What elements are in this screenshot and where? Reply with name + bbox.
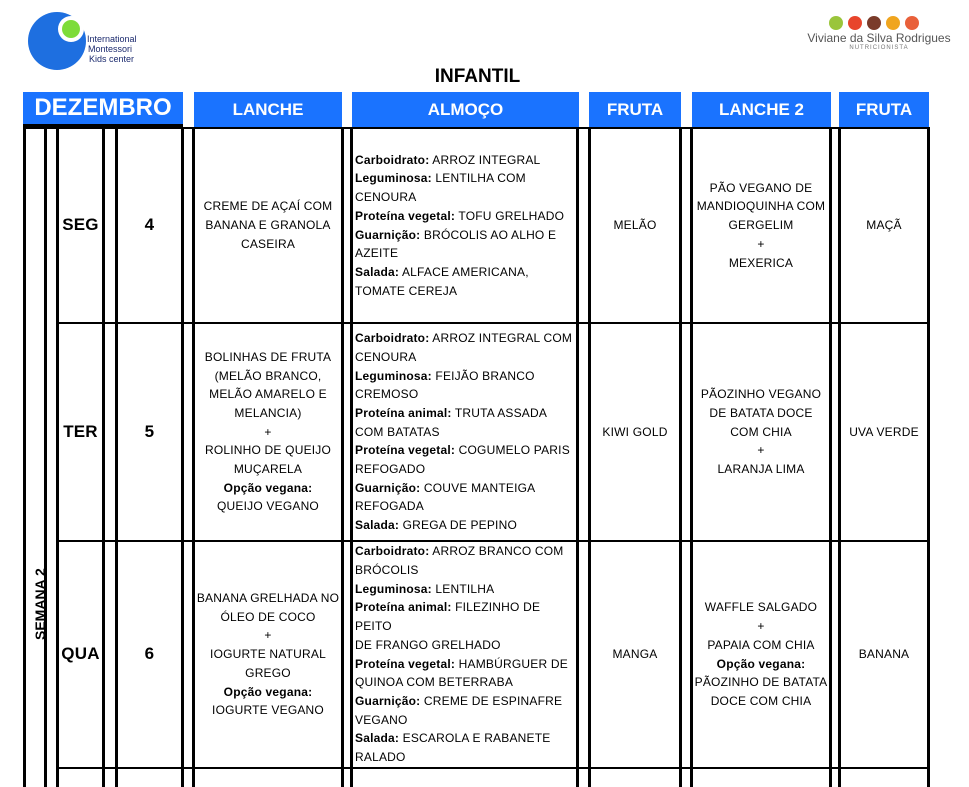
cell-line: MANDIOQUINHA COM bbox=[696, 199, 826, 214]
cell-line: MEXERICA bbox=[728, 255, 794, 270]
lanche-cell bbox=[195, 129, 341, 322]
almoco-line: Carboidrato: ARROZ BRANCO COM bbox=[355, 544, 564, 559]
cell-text bbox=[197, 589, 339, 720]
fruta2-cell: UVA VERDE bbox=[849, 424, 919, 439]
almoco-label: Proteína vegetal: bbox=[355, 443, 456, 458]
lanche-cell bbox=[195, 542, 341, 767]
cell-line: (MELÃO BRANCO, bbox=[214, 368, 322, 383]
cell-line: IOGURTE NATURAL bbox=[210, 647, 326, 662]
day-cell: SEG bbox=[62, 215, 99, 235]
lanche2-cell bbox=[693, 542, 829, 767]
almoco-line: Leguminosa: LENTILHA COM bbox=[355, 171, 526, 186]
cell-line: WAFFLE SALGADO bbox=[704, 600, 818, 615]
almoco-label: Guarnição: bbox=[355, 693, 421, 708]
cell-line: ROLINHO DE QUEIJO bbox=[204, 443, 332, 458]
fruta-header: FRUTA bbox=[589, 92, 681, 127]
almoco-line: BRÓCOLIS bbox=[355, 562, 419, 577]
cell-line: PAPAIA COM CHIA bbox=[707, 637, 815, 652]
almoco-line: QUINOA COM BETERRABA bbox=[355, 675, 514, 690]
almoco-line: AZEITE bbox=[355, 246, 399, 261]
almoco-line: RALADO bbox=[355, 750, 406, 765]
week-label: SEMANA 2 bbox=[32, 568, 48, 640]
cell-line: Opção vegana: bbox=[716, 656, 806, 671]
almoco-line: VEGANO bbox=[355, 712, 408, 727]
almoco-text bbox=[353, 151, 564, 301]
cell-line: COM CHIA bbox=[730, 424, 792, 439]
nutritionist-name: Viviane da Silva Rodrigues bbox=[807, 31, 951, 45]
date-cell: 4 bbox=[144, 215, 155, 235]
almoco-line: Salada: ALFACE AMERICANA, bbox=[355, 264, 529, 279]
almoco-cell bbox=[353, 324, 576, 540]
fruit-icon bbox=[905, 16, 919, 30]
cell-line: MELANCIA) bbox=[234, 405, 302, 420]
almoco-label: Salada: bbox=[355, 264, 400, 279]
almoco-line: Proteína vegetal: TOFU GRELHADO bbox=[355, 208, 565, 223]
cell-text bbox=[205, 348, 332, 516]
almoco-line: Guarnição: COUVE MANTEIGA bbox=[355, 480, 536, 495]
cell-line: DOCE COM CHIA bbox=[710, 693, 812, 708]
week-column bbox=[23, 127, 47, 787]
fruit-icon bbox=[848, 16, 862, 30]
cell-text bbox=[204, 197, 333, 253]
almoco-label: Carboidrato: bbox=[355, 331, 430, 346]
almoco-label: Proteína vegetal: bbox=[355, 656, 456, 671]
day-cell: TER bbox=[63, 421, 98, 441]
almoco-line: Salada: ESCAROLA E RABANETE bbox=[355, 731, 551, 746]
cell-line: GREGO bbox=[245, 665, 291, 680]
fruit-icon bbox=[829, 16, 843, 30]
almoco-label: Proteína animal: bbox=[355, 600, 452, 615]
almoco-line: COM BATATAS bbox=[355, 424, 440, 439]
almoco-line: Guarnição: BRÓCOLIS AO ALHO E bbox=[355, 227, 557, 242]
almoco-label: Proteína vegetal: bbox=[355, 208, 456, 223]
almoco-text bbox=[353, 329, 572, 535]
almoco-line: Leguminosa: FEIJÃO BRANCO bbox=[355, 368, 535, 383]
row-divider bbox=[56, 767, 930, 769]
cell-line: GERGELIM bbox=[728, 218, 794, 233]
fruta2-header: FRUTA bbox=[839, 92, 929, 127]
fruta2-cell: BANANA bbox=[858, 647, 910, 662]
cell-line: + bbox=[264, 628, 272, 643]
date-cell: 6 bbox=[144, 644, 155, 664]
almoco-label: Guarnição: bbox=[355, 227, 421, 242]
cell-line: ÓLEO DE COCO bbox=[220, 609, 316, 624]
almoco-label: Salada: bbox=[355, 518, 400, 533]
cell-line: PÃO VEGANO DE bbox=[709, 180, 813, 195]
school-logo-text: International Montessori Kids center bbox=[87, 34, 137, 64]
almoco-label: Proteína animal: bbox=[355, 405, 452, 420]
almoco-line: Salada: GREGA DE PEPINO bbox=[355, 518, 517, 533]
cell-text bbox=[701, 385, 821, 479]
almoco-line: Leguminosa: LENTILHA bbox=[355, 581, 495, 596]
almoco-line: CENOURA bbox=[355, 190, 417, 205]
almoco-line: REFOGADA bbox=[355, 499, 424, 514]
lanche2-cell bbox=[693, 324, 829, 540]
fruit-icon bbox=[867, 16, 881, 30]
cell-line: CASEIRA bbox=[240, 236, 296, 251]
school-logo bbox=[28, 12, 150, 68]
cell-line: + bbox=[757, 619, 765, 634]
cell-line: IOGURTE VEGANO bbox=[212, 703, 324, 718]
almoco-line: Carboidrato: ARROZ INTEGRAL COM bbox=[355, 331, 573, 346]
fruta2-cell: MAÇÃ bbox=[866, 218, 902, 233]
almoco-line: Proteína animal: FILEZINHO DE PEITO bbox=[355, 600, 541, 634]
almoco-line: TOMATE CEREJA bbox=[355, 283, 458, 298]
almoco-cell bbox=[353, 129, 576, 322]
cell-line: + bbox=[757, 443, 765, 458]
almoco-label: Carboidrato: bbox=[355, 152, 430, 167]
cell-line: MELÃO AMARELO E bbox=[209, 387, 327, 402]
lanche-header: LANCHE bbox=[194, 92, 342, 127]
almoco-line: Proteína vegetal: HAMBÚRGUER DE bbox=[355, 656, 568, 671]
cell-line: CREME DE AÇAÍ COM bbox=[203, 199, 333, 214]
cell-line: Opção vegana: bbox=[223, 480, 313, 495]
month-header: DEZEMBRO bbox=[23, 92, 183, 127]
almoco-text bbox=[353, 542, 576, 766]
almoco-label: Leguminosa: bbox=[355, 368, 432, 383]
lanche2-cell bbox=[693, 129, 829, 322]
almoco-cell bbox=[353, 542, 576, 767]
date-cell: 5 bbox=[144, 421, 155, 441]
fruta-cell: MELÃO bbox=[613, 218, 657, 233]
cell-line: QUEIJO VEGANO bbox=[217, 499, 319, 514]
fruit-icons bbox=[829, 16, 929, 32]
fruit-icon bbox=[886, 16, 900, 30]
cell-line: BANANA E GRANOLA bbox=[205, 218, 331, 233]
almoco-header: ALMOÇO bbox=[352, 92, 579, 127]
cell-line: PÃOZINHO VEGANO bbox=[700, 387, 822, 402]
fruta-cell: MANGA bbox=[612, 647, 658, 662]
cell-line: LARANJA LIMA bbox=[717, 462, 805, 477]
nutritionist-logo bbox=[800, 16, 958, 56]
fruta-cell: KIWI GOLD bbox=[602, 424, 668, 439]
cell-line: Opção vegana: bbox=[223, 684, 313, 699]
almoco-label: Leguminosa: bbox=[355, 171, 432, 186]
cell-line: BOLINHAS DE FRUTA bbox=[204, 349, 332, 364]
almoco-label: Salada: bbox=[355, 731, 400, 746]
day-cell: QUA bbox=[61, 644, 100, 664]
almoco-line: CREMOSO bbox=[355, 387, 419, 402]
almoco-line: Proteína animal: TRUTA ASSADA bbox=[355, 405, 548, 420]
cell-line: DE BATATA DOCE bbox=[709, 405, 813, 420]
cell-line: + bbox=[264, 424, 272, 439]
almoco-line: CENOURA bbox=[355, 349, 417, 364]
almoco-line: Carboidrato: ARROZ INTEGRAL bbox=[355, 152, 541, 167]
cell-line: + bbox=[757, 236, 765, 251]
menu-title: INFANTIL bbox=[434, 66, 521, 87]
cell-line: BANANA GRELHADA NO bbox=[196, 591, 340, 606]
lanche2-header: LANCHE 2 bbox=[692, 92, 831, 127]
almoco-label: Leguminosa: bbox=[355, 581, 432, 596]
almoco-line: Proteína vegetal: COGUMELO PARIS bbox=[355, 443, 570, 458]
cell-line: MUÇARELA bbox=[233, 462, 303, 477]
cell-text bbox=[697, 179, 826, 273]
almoco-line: REFOGADO bbox=[355, 462, 426, 477]
cell-line: PÃOZINHO DE BATATA bbox=[694, 675, 828, 690]
lanche-cell bbox=[195, 324, 341, 540]
almoco-line: Guarnição: CREME DE ESPINAFRE bbox=[355, 693, 563, 708]
cell-text bbox=[695, 598, 828, 710]
almoco-label: Guarnição: bbox=[355, 480, 421, 495]
almoco-label: Carboidrato: bbox=[355, 544, 430, 559]
almoco-line: DE FRANGO GRELHADO bbox=[355, 637, 501, 652]
nutritionist-title: NUTRICIONISTA bbox=[849, 45, 909, 51]
